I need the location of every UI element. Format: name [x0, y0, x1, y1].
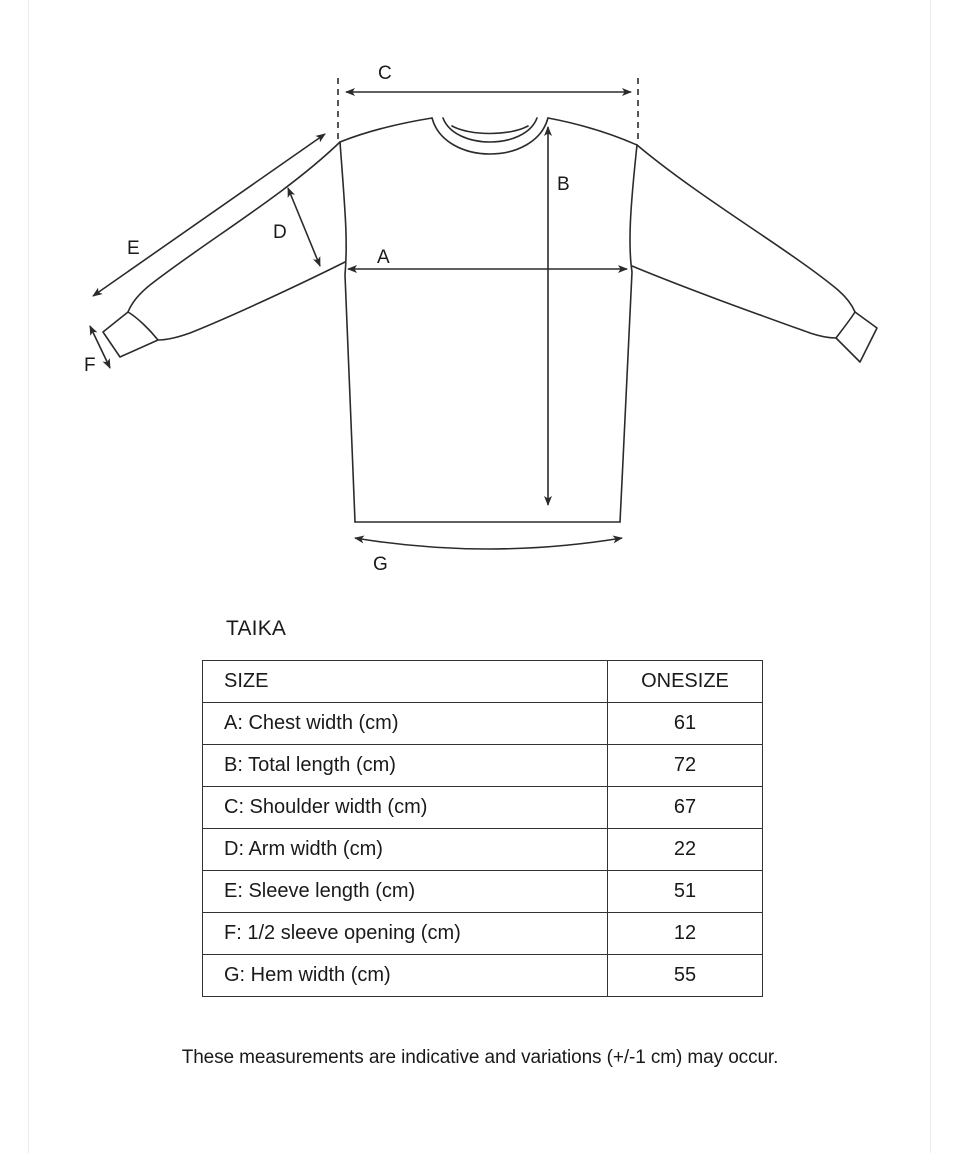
right-sleeve-bottom — [632, 266, 836, 338]
row-value: 61 — [608, 703, 763, 745]
product-name: TAIKA — [226, 617, 287, 640]
row-value: 22 — [608, 829, 763, 871]
label-e: E — [127, 238, 140, 259]
left-cuff — [103, 312, 158, 357]
label-g: G — [373, 554, 388, 575]
table-row — [203, 787, 763, 829]
right-shoulder-line — [548, 118, 637, 145]
row-label: D: Arm width (cm) — [203, 829, 608, 871]
collar-outer — [432, 118, 548, 154]
sweater-outline — [103, 118, 877, 522]
right-sleeve-top — [637, 145, 855, 312]
row-value: 51 — [608, 871, 763, 913]
row-value: 12 — [608, 913, 763, 955]
table-row — [203, 913, 763, 955]
measurement-disclaimer: These measurements are indicative and variations (+/-1 cm) may occur. — [181, 1047, 779, 1068]
row-value: 72 — [608, 745, 763, 787]
header-size-value: ONESIZE — [608, 661, 763, 703]
table-row — [203, 871, 763, 913]
measurement-labels — [84, 63, 570, 575]
body-left-side — [340, 142, 355, 522]
measurement-guides — [90, 78, 638, 549]
row-label: F: 1/2 sleeve opening (cm) — [203, 913, 608, 955]
table-header-row — [203, 661, 763, 703]
left-shoulder-line — [340, 118, 432, 142]
row-label: A: Chest width (cm) — [203, 703, 608, 745]
left-sleeve-bottom — [158, 262, 345, 340]
size-chart-table — [202, 660, 763, 997]
header-size-label: SIZE — [203, 661, 608, 703]
table-row — [203, 703, 763, 745]
row-value: 55 — [608, 955, 763, 997]
label-f: F — [84, 355, 96, 376]
table-row — [203, 829, 763, 871]
label-c: C — [378, 63, 392, 84]
label-a: A — [377, 247, 390, 268]
table-row — [203, 955, 763, 997]
row-label: E: Sleeve length (cm) — [203, 871, 608, 913]
label-d: D — [273, 222, 287, 243]
row-label: G: Hem width (cm) — [203, 955, 608, 997]
row-label: C: Shoulder width (cm) — [203, 787, 608, 829]
left-sleeve-top — [128, 142, 340, 312]
row-value: 67 — [608, 787, 763, 829]
collar-rib-line — [452, 126, 528, 134]
arrow-d — [288, 188, 320, 266]
table-row — [203, 745, 763, 787]
arrow-e — [93, 134, 325, 296]
arrow-g — [355, 538, 622, 549]
row-label: B: Total length (cm) — [203, 745, 608, 787]
body-right-side — [620, 145, 637, 522]
right-cuff — [836, 312, 877, 362]
label-b: B — [557, 174, 570, 195]
collar-inner — [443, 118, 537, 142]
